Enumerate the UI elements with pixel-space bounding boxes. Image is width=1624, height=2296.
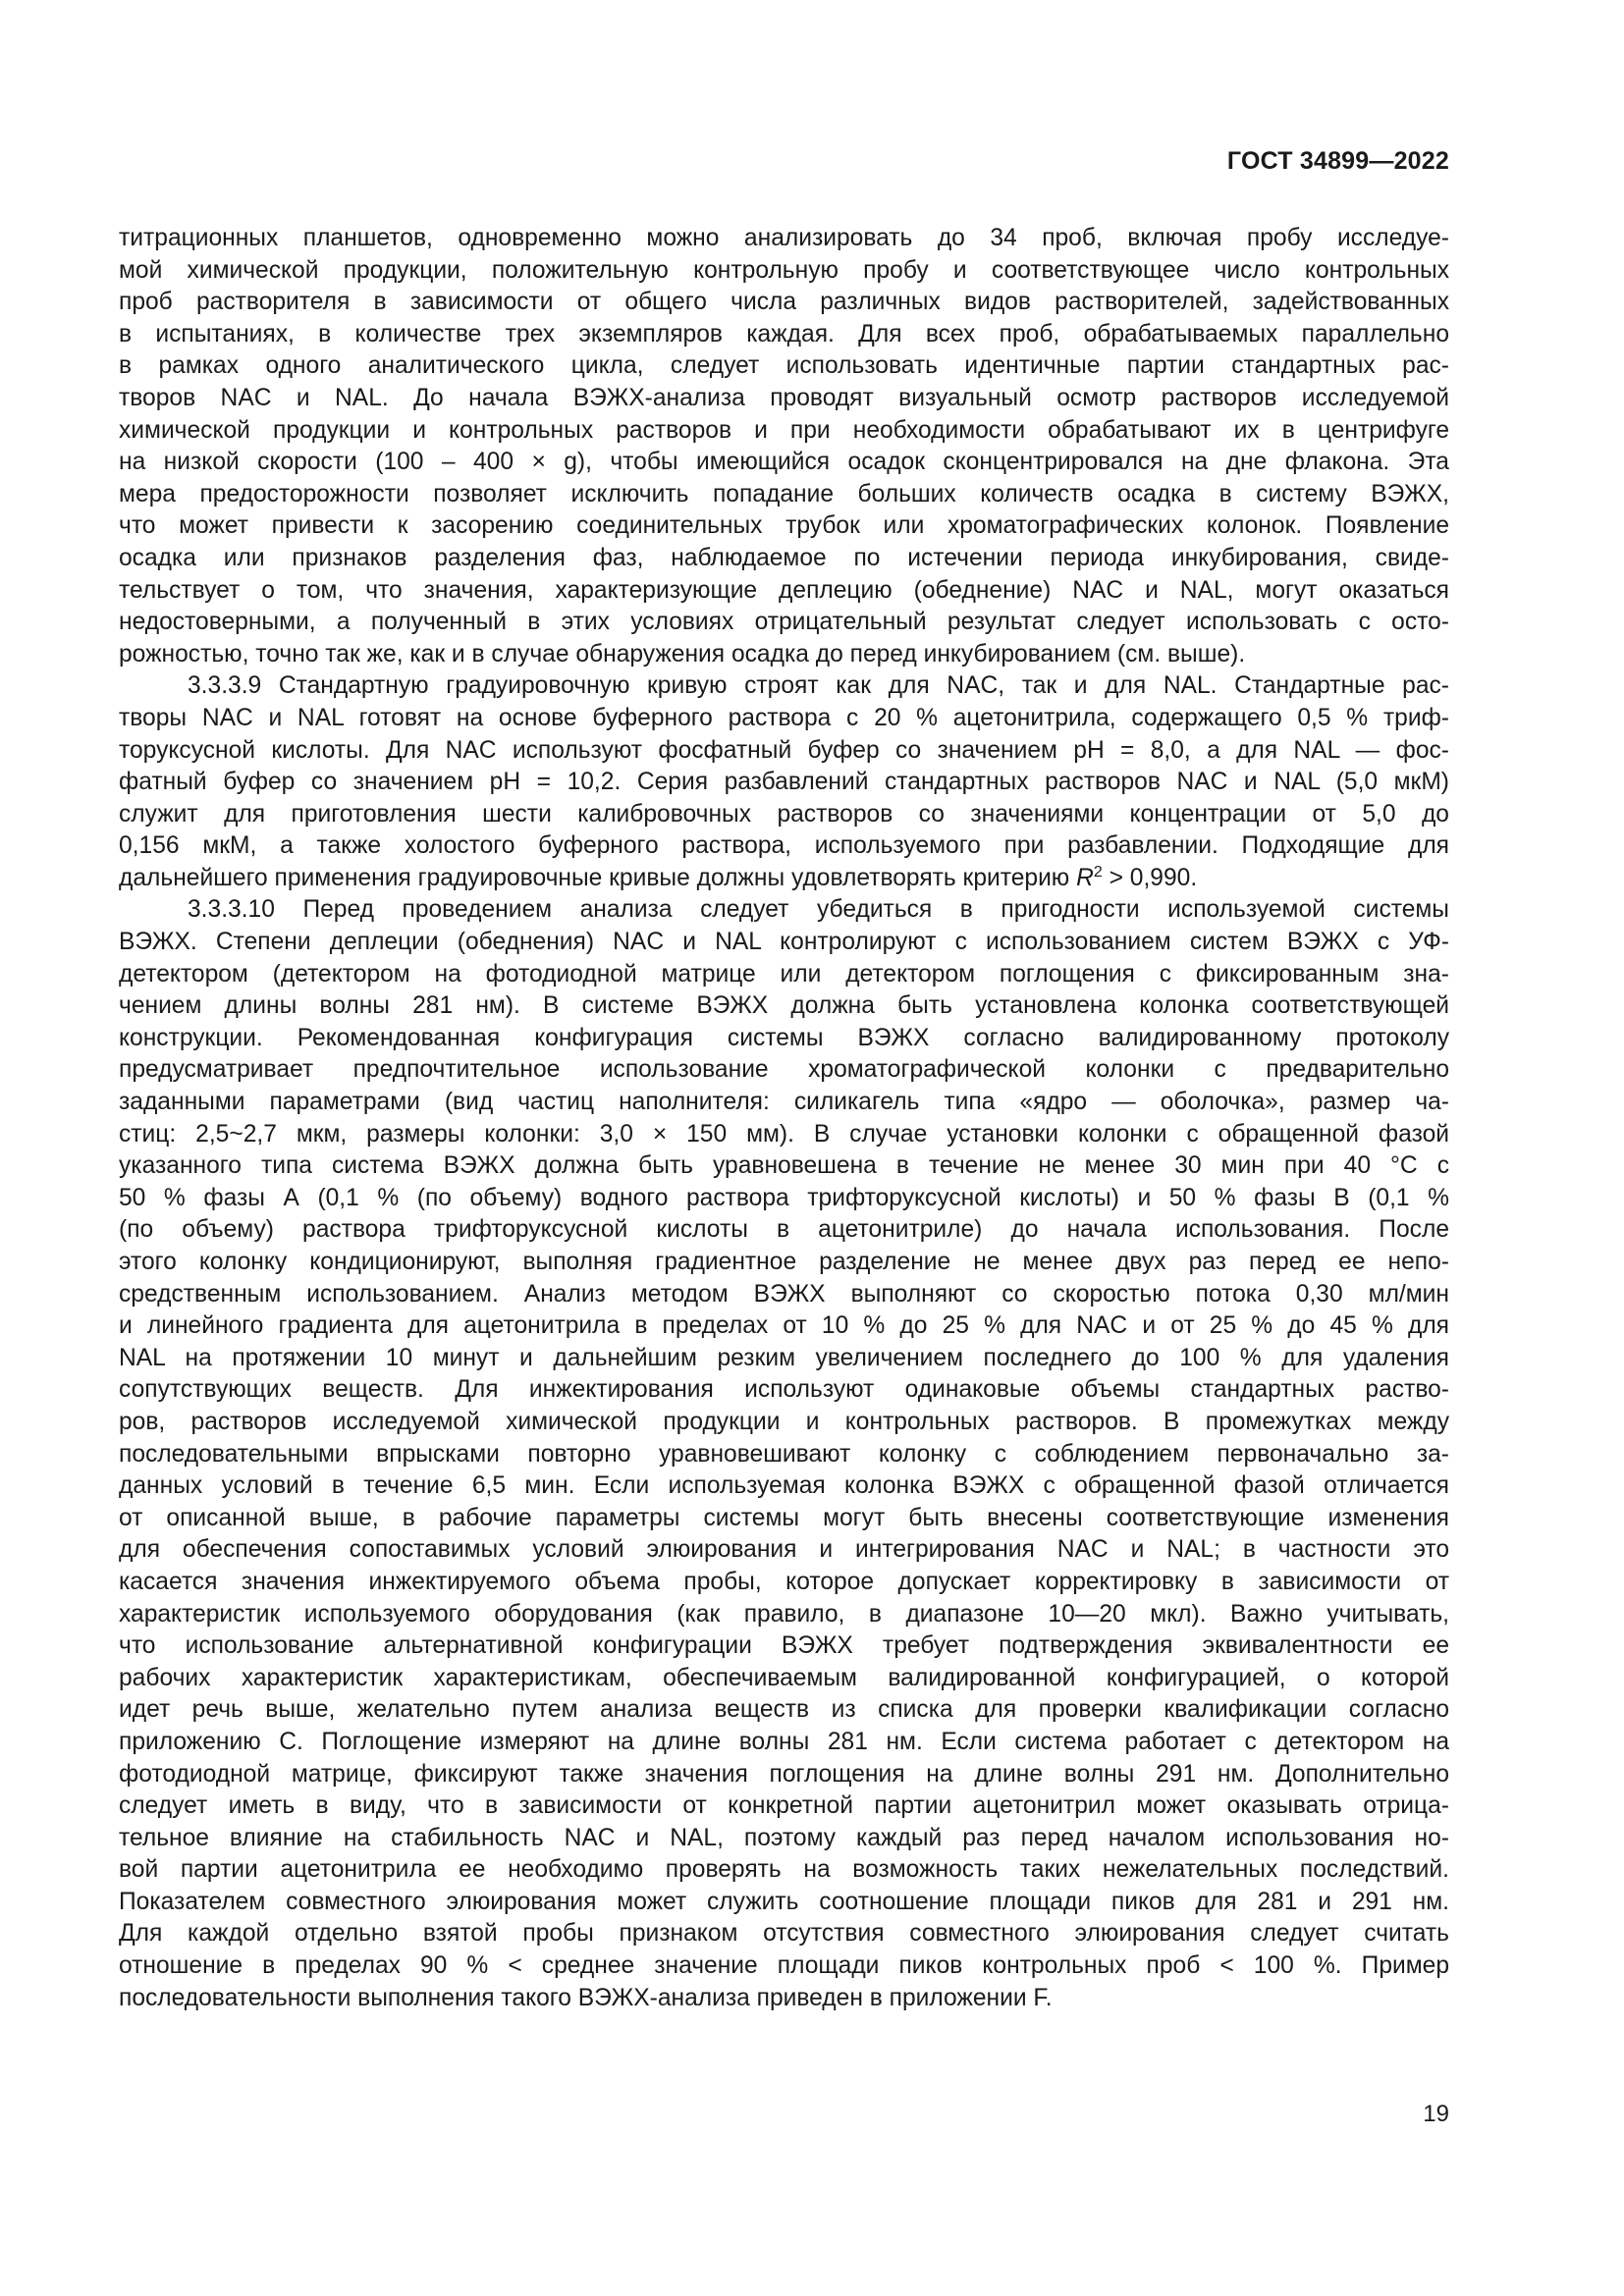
text-line: рожностью, точно так же, как и в случае обнаружения осадка до перед инкубированием (см. выше). [119, 640, 1246, 667]
text-line: Для каждой отдельно взятой пробы признаком отсутствия совместного элюирования следует считать [119, 1920, 1449, 1948]
text-segment: > 0,990. [1102, 864, 1198, 891]
text-line: детектором (детектором на фотодиодной матрице или детектором поглощения с фиксированным зна- [119, 960, 1449, 988]
page-number: 19 [1423, 2101, 1449, 2127]
paragraph-3-3-3-10 [119, 894, 1449, 2014]
text-line: средственным использованием. Анализ методом ВЭЖХ выполняют со скоростью потока 0,30 мл/мин [119, 1280, 1449, 1308]
text-line: 50 % фазы А (0,1 % (по объему) водного раствора трифторуксусной кислоты) и 50 % фазы В (0,1 % [119, 1184, 1449, 1211]
text-line: этого колонку кондиционируют, выполняя градиентное разделение не менее двух раз перед ее непо- [119, 1249, 1449, 1275]
text-line: NAL на протяжении 10 минут и дальнейшим резким увеличением последнего до 100 % для удаления [119, 1344, 1449, 1371]
text-line: 3.3.3.10 Перед проведением анализа следует убедиться в пригодности используемой системы [188, 896, 1449, 924]
text-segment: дальнейшего применения градуировочные кривые должны удовлетворять критерию [119, 864, 1077, 891]
text-line: мой химической продукции, положительную контрольную пробу и соответствующее число контрольных [119, 256, 1449, 284]
text-line: титрационных планшетов, одновременно можно анализировать до 34 проб, включая пробу исследуе- [119, 225, 1449, 251]
text-line: касается значения инжектируемого объема пробы, которое допускает корректировку в зависимости от [119, 1568, 1449, 1595]
text-line: ВЭЖХ. Степени деплеции (обеднения) NAC и NAL контролируют с использованием систем ВЭЖХ с УФ- [119, 929, 1449, 956]
text-line: тельствует о том, что значения, характеризующие деплецию (обеднение) NAC и NAL, могут оказаться [119, 576, 1449, 604]
text-line: заданными параметрами (вид частиц наполнителя: силикагель типа «ядро — оболочка», размер ча- [119, 1089, 1449, 1116]
text-line: для обеспечения сопоставимых условий элюирования и интегрирования NAC и NAL; в частности это [119, 1536, 1449, 1564]
text-line: мера предосторожности позволяет исключить попадание больших количеств осадка в систему ВЭЖХ, [119, 480, 1449, 507]
text-line: в рамках одного аналитического цикла, следует использовать идентичные партии стандартных рас- [119, 352, 1449, 380]
text-line: приложению С. Поглощение измеряют на длине волны 281 нм. Если система работает с детектором на [119, 1728, 1449, 1755]
text-line: идет речь выше, желательно путем анализа веществ из списка для проверки квалификации согласно [119, 1696, 1449, 1724]
text-line: данных условий в течение 6,5 мин. Если используемая колонка ВЭЖХ с обращенной фазой отличается [119, 1472, 1449, 1500]
text-line: недостоверными, а полученный в этих условиях отрицательный результат следует использовать с осто- [119, 609, 1449, 636]
text-line: фатный буфер со значением pH = 10,2. Серия разбавлений стандартных растворов NAC и NAL (5,0 мкМ) [119, 769, 1449, 796]
paragraph-intro-continuation [119, 223, 1449, 670]
text-line: последовательными впрысками повторно уравновешивают колонку с соблюдением первоначально за- [119, 1440, 1449, 1468]
text-line: вой партии ацетонитрила ее необходимо проверять на возможность таких нежелательных последствий. [119, 1856, 1449, 1884]
text-line: на низкой скорости (100 – 400 × g), чтобы имеющийся осадок сконцентрировался на дне флакона. Эта [119, 449, 1449, 476]
r-squared-symbol: R [1076, 864, 1094, 891]
text-line: последовательности выполнения такого ВЭЖХ-анализа приведен в приложении F. [119, 1984, 1053, 2011]
text-line: что может привести к засорению соединительных трубок или хроматографических колонок. Появление [119, 512, 1449, 540]
text-line: и линейного градиента для ацетонитрила в пределах от 10 % до 25 % для NAC и от 25 % до 45 % для [119, 1312, 1449, 1340]
text-line: конструкции. Рекомендованная конфигурация системы ВЭЖХ согласно валидированному протоколу [119, 1024, 1449, 1051]
text-line: творов NAC и NAL. До начала ВЭЖХ-анализа проводят визуальный осмотр растворов исследуемой [119, 384, 1449, 411]
text-line: химической продукции и контрольных растворов и при необходимости обрабатывают их в центрифуге [119, 416, 1449, 444]
text-line: ров, растворов исследуемой химической продукции и контрольных растворов. В промежутках между [119, 1408, 1449, 1435]
text-line: (по объему) раствора трифторуксусной кислоты в ацетонитриле) до начала использования. После [119, 1216, 1449, 1244]
text-line: служит для приготовления шести калибровочных растворов со значениями концентрации от 5,0 до [119, 800, 1449, 828]
standard-code: ГОСТ 34899—2022 [1226, 147, 1449, 175]
text-line: от описанной выше, в рабочие параметры системы могут быть внесены соответствующие изменения [119, 1504, 1449, 1531]
text-line: проб растворителя в зависимости от общего числа различных видов растворителей, задействованных [119, 289, 1449, 316]
text-line: характеристик используемого оборудования (как правило, в диапазоне 10—20 мкл). Важно учитывать, [119, 1600, 1449, 1628]
text-line: сопутствующих веществ. Для инжектирования используют одинаковые объемы стандартных раство- [119, 1376, 1449, 1404]
text-line [119, 863, 1449, 895]
text-line: 3.3.3.9 Стандартную градуировочную кривую строят как для NAC, так и для NAL. Стандартные рас- [188, 672, 1449, 700]
text-line: рабочих характеристик характеристикам, обеспечиваемым валидированной конфигурацией, о которой [119, 1664, 1449, 1691]
body-text [119, 223, 1449, 2014]
text-line: что использование альтернативной конфигурации ВЭЖХ требует подтверждения эквивалентности ее [119, 1632, 1449, 1660]
text-line: торуксусной кислоты. Для NAC используют фосфатный буфер со значением pH = 8,0, а для NAL — фос- [119, 736, 1449, 764]
text-line: 0,156 мкМ, а также холостого буферного раствора, используемого при разбавлении. Подходящие для [119, 832, 1449, 860]
text-line: стиц: 2,5~2,7 мкм, размеры колонки: 3,0 × 150 мм). В случае установки колонки с обращенной фазой [119, 1120, 1449, 1148]
superscript-exponent: 2 [1093, 863, 1103, 881]
text-line: тельное влияние на стабильность NAC и NAL, поэтому каждый раз перед началом использования но- [119, 1824, 1449, 1851]
paragraph-3-3-3-9 [119, 670, 1449, 894]
text-line: Показателем совместного элюирования может служить соотношение площади пиков для 281 и 291 нм. [119, 1888, 1449, 1915]
text-line: в испытаниях, в количестве трех экземпляров каждая. Для всех проб, обрабатываемых параллельно [119, 320, 1449, 347]
text-line: предусматривает предпочтительное использование хроматографической колонки с предварительно [119, 1056, 1449, 1084]
text-line: указанного типа система ВЭЖХ должна быть уравновешена в течение не менее 30 мин при 40 °С с [119, 1152, 1449, 1180]
text-line: осадка или признаков разделения фаз, наблюдаемое по истечении периода инкубирования, свиде- [119, 544, 1449, 571]
text-line: чением длины волны 281 нм). В системе ВЭЖХ должна быть установлена колонка соответствующей [119, 992, 1449, 1020]
text-line: следует иметь в виду, что в зависимости от конкретной партии ацетонитрил может оказывать отрица- [119, 1792, 1449, 1820]
text-line: отношение в пределах 90 % < среднее значение площади пиков контрольных проб < 100 %. Пример [119, 1952, 1449, 1980]
text-line: фотодиодной матрице, фиксируют также значения поглощения на длине волны 291 нм. Дополнительно [119, 1760, 1449, 1788]
text-line: творы NAC и NAL готовят на основе буферного раствора с 20 % ацетонитрила, содержащего 0,5 % триф- [119, 704, 1449, 731]
